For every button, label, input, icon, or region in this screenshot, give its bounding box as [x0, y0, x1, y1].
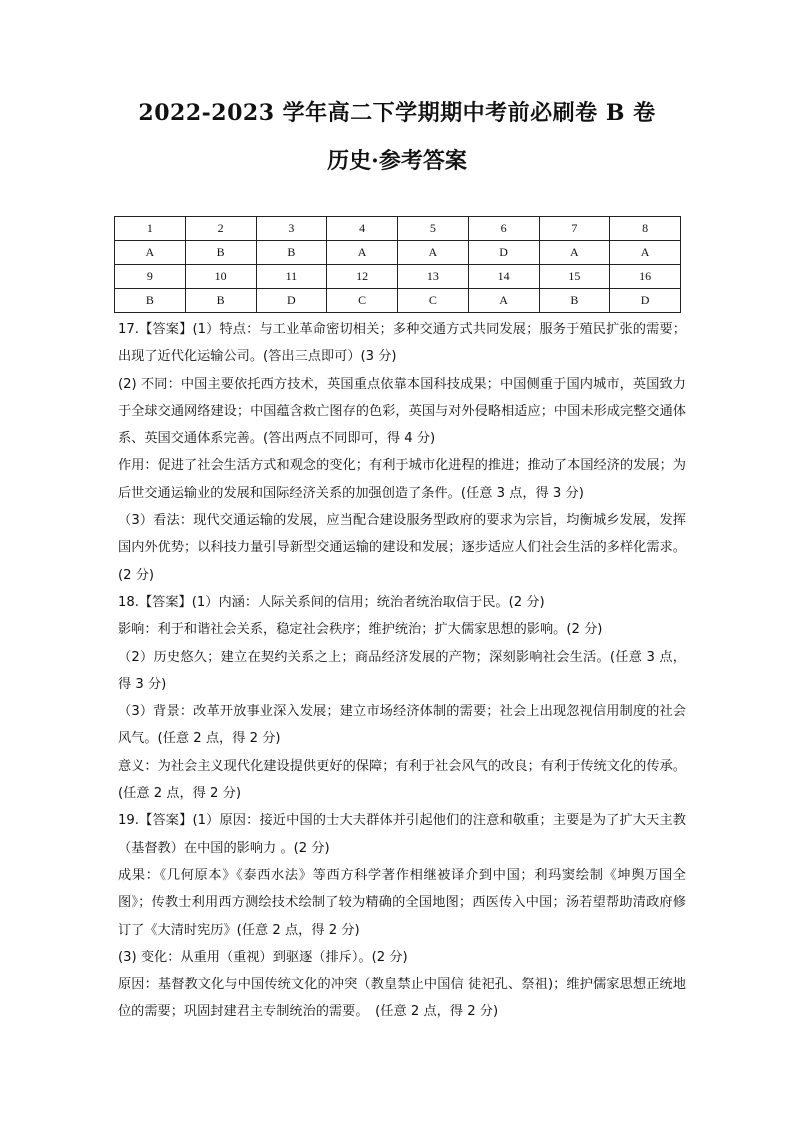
table-cell: A	[468, 289, 539, 313]
answer-paragraph: 作用：促进了社会生活方式和观念的变化；有利于城市化进程的推进；推动了本国经济的发展；为后世交通运输业的发展和国际经济关系的加强创造了条件。(任意 3 点，得 3 分)	[118, 458, 686, 501]
answer-table	[114, 216, 681, 313]
answer-paragraph: 17.【答案】(1）特点：与工业革命密切相关；多种交通方式共同发展；服务于殖民扩张的需要；出现了近代化运输公司。(答出三点即可）(3 分)	[118, 322, 686, 365]
answer-paragraph: （3）背景：改革开放事业深入发展；建立市场经济体制的需要；社会上出现忽视信用制度的社会风气。(任意 2 点，得 2 分)	[118, 704, 686, 747]
table-cell: 15	[539, 265, 610, 289]
table-cell: 2	[185, 217, 256, 241]
table-cell: B	[256, 241, 327, 265]
table-row	[115, 265, 681, 289]
table-cell: A	[539, 241, 610, 265]
answer-paragraph: 18.【答案】(1）内涵：人际关系间的信用；统治者统治取信于民。(2 分)	[118, 594, 545, 610]
table-cell: 1	[115, 217, 186, 241]
answer-paragraph: (3) 变化：从重用（重视）到驱逐（排斥）。(2 分)	[118, 949, 408, 965]
table-cell: 5	[398, 217, 469, 241]
table-cell: D	[256, 289, 327, 313]
table-cell: 7	[539, 217, 610, 241]
table-cell: 10	[185, 265, 256, 289]
answer-paragraph: 原因：基督教文化与中国传统文化的冲突（教皇禁止中国信 徒祀孔、祭祖)；维护儒家思想正统地位的需要；巩固封建君主专制统治的需要。 (任意 2 点，得 2 分)	[118, 977, 686, 1020]
table-row	[115, 241, 681, 265]
answer-paragraph: 影响：利于和谐社会关系，稳定社会秩序；维护统治；扩大儒家思想的影响。(2 分)	[118, 622, 603, 638]
table-cell: 9	[115, 265, 186, 289]
table-cell: 8	[610, 217, 681, 241]
page-title: 2022-2023 学年高二下学期期中考前必刷卷 B 卷	[138, 100, 656, 126]
table-cell: 14	[468, 265, 539, 289]
table-cell: 6	[468, 217, 539, 241]
table-cell: C	[398, 289, 469, 313]
table-cell: 16	[610, 265, 681, 289]
table-cell: A	[398, 241, 469, 265]
table-cell: 13	[398, 265, 469, 289]
table-cell: B	[539, 289, 610, 313]
table-cell: 12	[327, 265, 398, 289]
table-cell: D	[610, 289, 681, 313]
table-cell: 4	[327, 217, 398, 241]
table-row	[115, 217, 681, 241]
table-cell: B	[185, 241, 256, 265]
table-cell: B	[115, 289, 186, 313]
answer-paragraph: （2）历史悠久；建立在契约关系之上；商品经济发展的产物；深刻影响社会生活。(任意 3 点，得 3 分)	[118, 649, 686, 692]
answer-paragraph: （3）看法：现代交通运输的发展，应当配合建设服务型政府的要求为宗旨，均衡城乡发展，发挥国内外优势；以科技力量引导新型交通运输的建设和发展；逐步适应人们社会生活的多样化需求。(2 分)	[118, 513, 686, 583]
answer-paragraph: 19.【答案】(1）原因：接近中国的士大夫群体并引起他们的注意和敬重；主要是为了扩大天主教（基督教）在中国的影响力 。(2 分)	[118, 813, 686, 856]
table-cell: A	[327, 241, 398, 265]
table-cell: D	[468, 241, 539, 265]
table-cell: B	[185, 289, 256, 313]
table-cell: 11	[256, 265, 327, 289]
table-cell: A	[115, 241, 186, 265]
table-cell: C	[327, 289, 398, 313]
answer-paragraph: 成果：《几何原本》《泰西水法》等西方科学著作相继被译介到中国；利玛窦绘制《坤舆万国全图》；传教士利用西方测绘技术绘制了较为精确的全国地图；西医传入中国；汤若望帮助清政府修订了《大清时宪历》(任意 2 点，得 2 分)	[118, 867, 686, 938]
answer-content	[118, 316, 686, 1026]
page-subtitle: 历史·参考答案	[327, 148, 467, 174]
table-cell: 3	[256, 217, 327, 241]
answer-paragraph: 意义：为社会主义现代化建设提供更好的保障；有利于社会风气的改良；有利于传统文化的传承。(任意 2 点，得 2 分)	[118, 758, 686, 802]
answer-paragraph: (2) 不同：中国主要依托西方技术，英国重点依靠本国科技成果；中国侧重于国内城市，英国致力于全球交通网络建设；中国蕴含救亡图存的色彩，英国与对外侵略相适应；中国未形成完整交通体系、英国交通体系完善。(答出两点不同即可，得 4 分)	[118, 376, 686, 447]
table-row	[115, 289, 681, 313]
table-cell: A	[610, 241, 681, 265]
